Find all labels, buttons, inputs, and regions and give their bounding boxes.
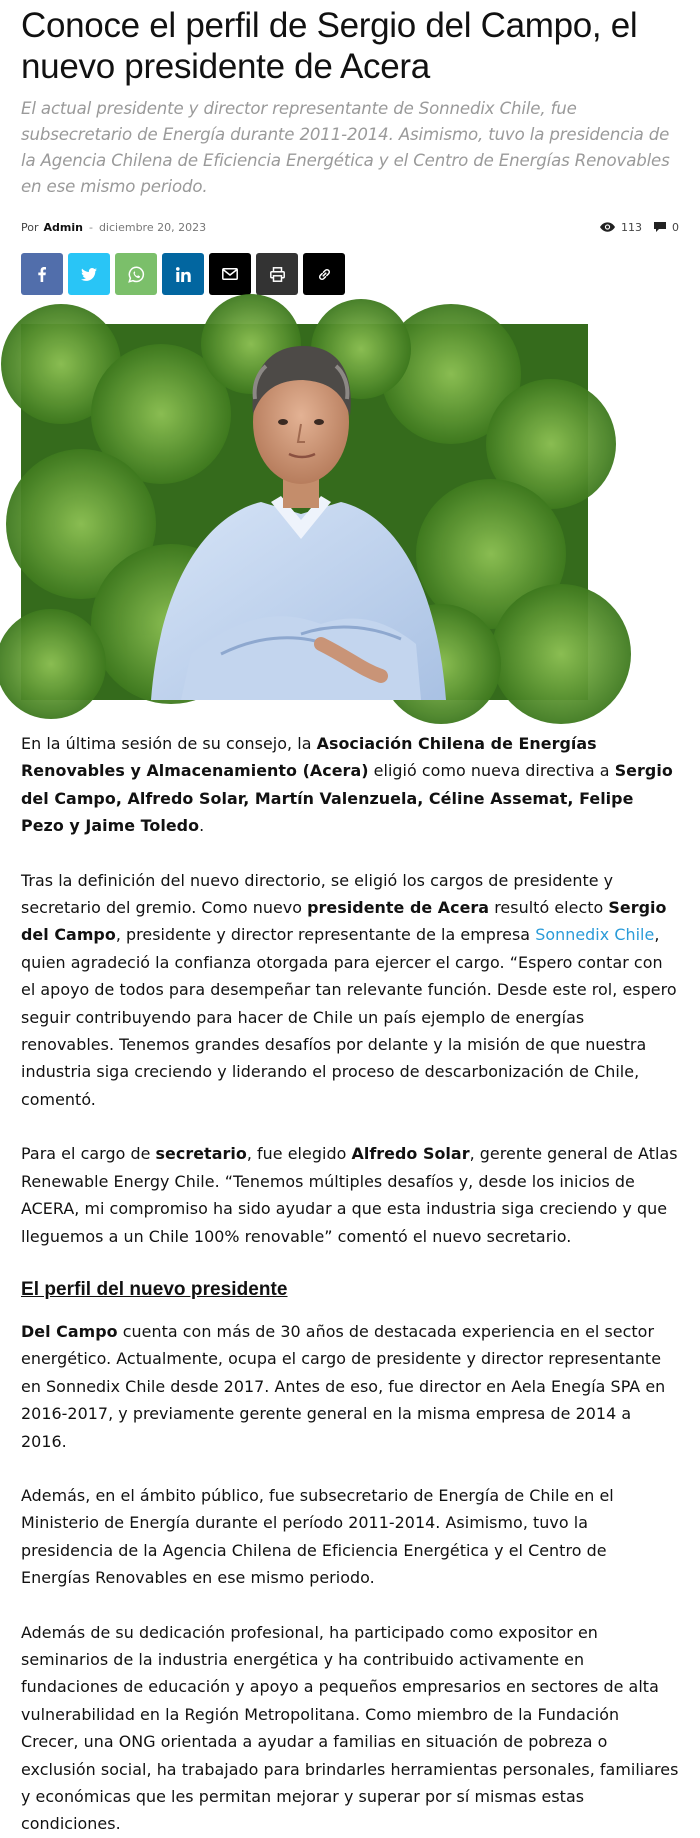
copy-link-share-button[interactable] bbox=[303, 253, 345, 295]
paragraph-text: , fue elegido bbox=[246, 1144, 352, 1164]
meta-separator: - bbox=[88, 220, 93, 234]
sonnedix-link[interactable]: Sonnedix Chile bbox=[535, 925, 655, 945]
article-title: Conoce el perfil de Sergio del Campo, el nuevo presidente de Acera bbox=[21, 6, 638, 86]
directiva-names: Sergio del Campo, Alfredo Solar, Martín Valenzuela, Céline Assemat, Felipe Pezo y Jaime Toledo bbox=[21, 761, 673, 836]
article-meta bbox=[21, 217, 679, 237]
paragraph-text: En la última sesión de su consejo, la bbox=[21, 734, 317, 753]
share-buttons bbox=[21, 253, 679, 295]
linkedin-icon bbox=[176, 267, 191, 282]
paragraph-dedicacion: Además de su dedicación profesional, ha participado como expositor en seminarios de la industria energética y ha contribuido activamente en fundaciones de educación y apoyo a pequeños empresarios en sectores de alta vulnerabilidad en la Región Metropolitana. Como miembro de la Fundación Crecer, una ONG orientada a ayudar a familias en situación de pobreza o exclusión social, ha trabajado para brindarles herramientas personales, familiares y económicas que les permitan mejorar y superar por sí mismas estas condiciones. bbox=[21, 1622, 679, 1834]
paragraph-text: , gerente general de Atlas Renewable Energy Chile. “Tenemos múltiples desafíos y, desde los inicios de ACERA, mi compromiso ha sido ayudar a que esta industria siga creciendo y que lleguemos a un Chile 100% renovable” comentó el nuevo secretario. bbox=[21, 1144, 678, 1246]
views-value: 113 bbox=[621, 220, 642, 234]
bold-text: Sergio del Campo bbox=[21, 898, 667, 945]
print-icon bbox=[270, 267, 285, 282]
publish-date: diciembre 20, 2023 bbox=[98, 220, 207, 234]
bold-text: secretario bbox=[155, 1144, 247, 1164]
print-share-button[interactable] bbox=[256, 253, 298, 295]
paragraph-secretario bbox=[21, 1140, 679, 1250]
paragraph-directiva bbox=[21, 730, 679, 840]
paragraph-experiencia bbox=[21, 1318, 679, 1455]
facebook-share-button[interactable] bbox=[21, 253, 63, 295]
bold-text: presidente de Acera bbox=[307, 898, 490, 918]
twitter-icon bbox=[81, 268, 97, 281]
paragraph-text: , quien agradeció la confianza otorgada para ejercer el cargo. “Espero contar con el apoyo de todos para desempeñar tan relevante función. Desde este rol, espero seguir contribuyendo para hacer de Chile un país ejemplo de energías renovables. Tenemos grandes desafíos por delante y la misión de que nuestra industria siga creciendo y liderando el proceso de descarbonización de Chile, comentó. bbox=[21, 925, 677, 1109]
article-subtitle: El actual presidente y director representante de Sonnedix Chile, fue subsecretario de Energía durante 2011-2014. Asimismo, tuvo la presidencia de la Agencia Chilena de Eficiencia Energética y el Centro de Energías Renovables en ese mismo periodo. bbox=[21, 99, 670, 196]
paragraph-text: eligió como nueva directiva a bbox=[368, 761, 615, 781]
twitter-share-button[interactable] bbox=[68, 253, 110, 295]
paragraph-text: resultó electo bbox=[489, 898, 609, 918]
copy-link-icon bbox=[317, 267, 332, 282]
email-icon bbox=[222, 268, 238, 280]
whatsapp-icon bbox=[128, 266, 145, 283]
comment-icon bbox=[654, 222, 666, 232]
views-count bbox=[600, 221, 642, 234]
acera-name: Asociación Chilena de Energías Renovables y Almacenamiento (Acera) bbox=[21, 734, 597, 781]
paragraph-text: Para el cargo de bbox=[21, 1144, 156, 1164]
paragraph-text: . bbox=[199, 816, 205, 836]
paragraph-presidente bbox=[21, 867, 679, 1114]
whatsapp-share-button[interactable] bbox=[115, 253, 157, 295]
by-label: Por bbox=[21, 220, 39, 234]
comments-value: 0 bbox=[672, 220, 679, 234]
paragraph-ambito-publico: Además, en el ámbito público, fue subsecretario de Energía de Chile en el Ministerio de Energía durante el período 2011-2014. Asimismo, tuvo la presidencia de la Agencia Chilena de Eficiencia Energética y el Centro de Energías Renovables en ese mismo periodo. bbox=[21, 1485, 614, 1588]
eye-icon bbox=[600, 222, 615, 232]
paragraph-text: cuenta con más de 30 años de destacada experiencia en el sector energético. Actualmente, ocupa el cargo de presidente y director representante en Sonnedix Chile desde 2017. Antes de eso, fue director en Aela Enegía SPA en 2016-2017, y previamente gerente general en la misma empresa de 2014 a 2016. bbox=[21, 1321, 666, 1451]
article-photo bbox=[21, 324, 588, 700]
paragraph-text: , presidente y director representante de la empresa bbox=[115, 925, 536, 945]
linkedin-share-button[interactable] bbox=[162, 253, 204, 295]
section-heading: El perfil del nuevo presidente bbox=[21, 1278, 288, 1300]
bold-text: Del Campo bbox=[21, 1321, 118, 1341]
author-link[interactable]: Admin bbox=[43, 220, 83, 234]
bold-text: Alfredo Solar bbox=[351, 1144, 470, 1164]
comments-count[interactable] bbox=[654, 221, 679, 234]
email-share-button[interactable] bbox=[209, 253, 251, 295]
paragraph-text: Tras la definición del nuevo directorio, se eligió los cargos de presidente y secretario del gremio. Como nuevo bbox=[21, 870, 614, 918]
article-body bbox=[21, 730, 679, 1838]
facebook-icon bbox=[38, 267, 46, 282]
